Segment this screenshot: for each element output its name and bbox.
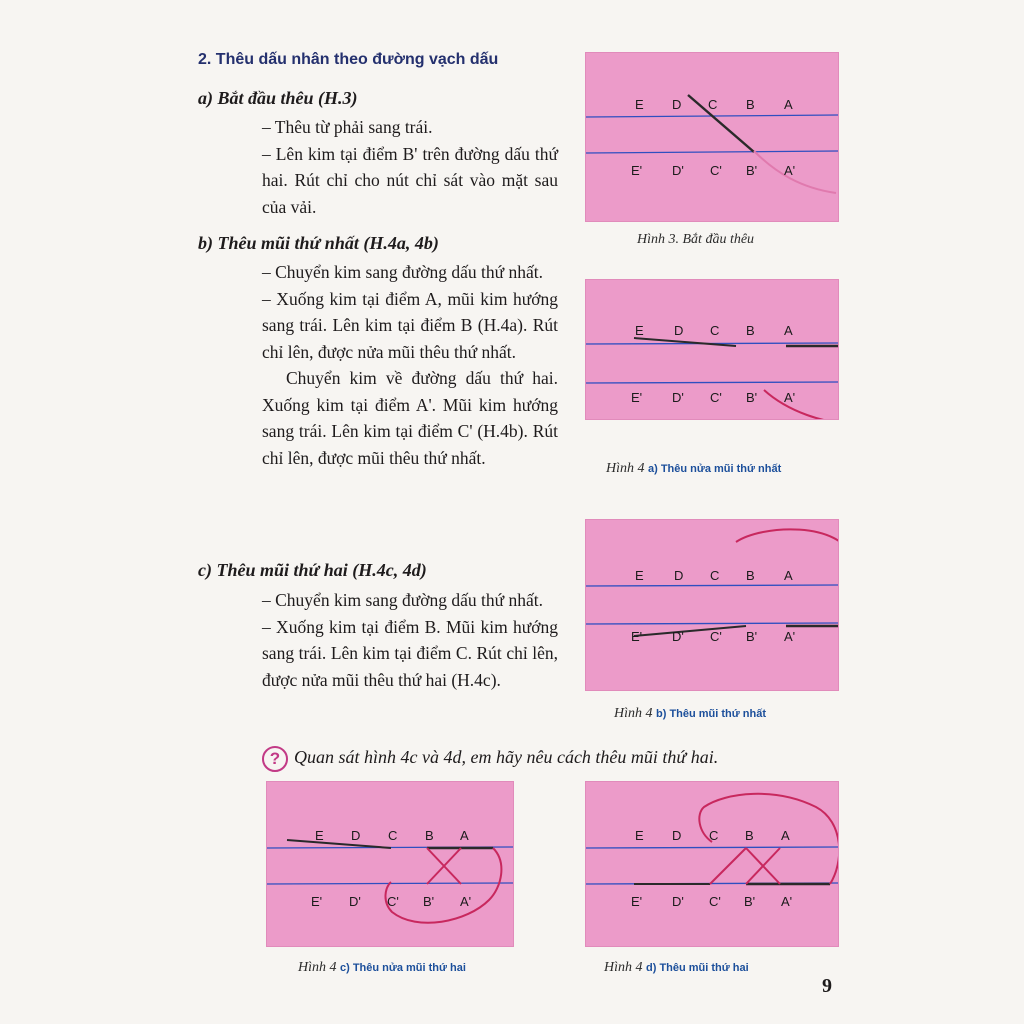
point-A: A: [781, 828, 790, 843]
point-E-prime: E': [631, 390, 643, 405]
point-B-prime: B': [746, 163, 758, 178]
question-text: Quan sát hình 4c và 4d, em hãy nêu cách thêu mũi thứ hai.: [294, 747, 719, 768]
point-A-prime: A': [460, 894, 472, 909]
figure-h4c-caption-label: c) Thêu nửa mũi thứ hai: [340, 962, 466, 974]
part-a-text: [262, 114, 558, 220]
point-C-prime: C': [710, 390, 722, 405]
thread-back: [287, 840, 391, 848]
point-A: A: [784, 323, 793, 338]
figure-h4a-caption-label: a) Thêu nửa mũi thứ nhất: [648, 463, 782, 475]
part-b-line-2: – Xuống kim tại điểm A, mũi kim hướng sang trái. Lên kim tại điểm B (H.4a). Rút chỉ lên, được nửa mũi thêu thứ nhất.: [262, 288, 558, 362]
section-heading: 2. Thêu dấu nhân theo đường vạch dấu: [198, 51, 499, 68]
point-C: C: [710, 323, 720, 338]
figure-h4a-drawing: [586, 280, 838, 419]
point-C-prime: C': [710, 163, 722, 178]
part-b-line-1: – Chuyển kim sang đường dấu thứ nhất.: [262, 262, 543, 282]
figure-h4b-drawing: [586, 520, 838, 690]
point-B-prime: B': [746, 629, 758, 644]
point-E: E: [635, 568, 644, 583]
point-B: B: [425, 828, 434, 843]
point-B: B: [746, 568, 755, 583]
point-C-prime: C': [710, 629, 722, 644]
point-D: D: [674, 568, 684, 583]
figure-h4a: [585, 279, 839, 420]
point-E: E: [635, 828, 644, 843]
point-A: A: [784, 97, 793, 112]
figure-h4c-caption-lead: Hình 4: [298, 960, 337, 975]
figure-h3-caption: [637, 232, 754, 248]
part-a-line-1: – Thêu từ phải sang trái.: [262, 117, 433, 137]
point-B: B: [746, 97, 755, 112]
point-A-prime: A': [784, 163, 796, 178]
point-D-prime: D': [672, 894, 684, 909]
figure-h4b-caption: [614, 706, 766, 722]
part-a-title: a) Bắt đầu thêu (H.3): [198, 88, 358, 108]
part-b-title: b) Thêu mũi thứ nhất (H.4a, 4b): [198, 233, 439, 253]
point-E-prime: E': [311, 894, 323, 909]
point-D-prime: D': [349, 894, 361, 909]
point-D-prime: D': [672, 163, 684, 178]
figure-h4b: [585, 519, 839, 691]
point-A: A: [460, 828, 469, 843]
figure-h4a-caption: [606, 461, 781, 477]
point-C: C: [708, 97, 718, 112]
page-number: 9: [822, 975, 832, 997]
thread: [385, 848, 501, 923]
point-B-prime: B': [746, 390, 758, 405]
point-C-prime: C': [387, 894, 399, 909]
figure-h4b-caption-lead: Hình 4: [614, 706, 653, 721]
point-E: E: [315, 828, 324, 843]
point-D: D: [672, 828, 682, 843]
figure-h4d-drawing: [586, 782, 838, 946]
point-E-prime: E': [631, 163, 643, 178]
figure-h4c-drawing: [267, 782, 513, 946]
figure-h4d-caption: [604, 960, 749, 976]
point-E: E: [635, 323, 644, 338]
part-a-line-2: – Lên kim tại điểm B' trên đường dấu thứ hai. Rút chỉ cho nút chỉ sát vào mặt sau của vải.: [262, 143, 558, 217]
part-b-line-3: Chuyển kim về đường dấu thứ hai. Xuống kim tại điểm A'. Mũi kim hướng sang trái. Lên kim tại điểm C' (H.4b). Rút chỉ lên, được mũi thêu thứ nhất.: [262, 368, 558, 468]
thread-back: [634, 626, 746, 636]
part-b-text: [262, 259, 558, 471]
point-C: C: [709, 828, 719, 843]
figure-h4c-caption: [298, 960, 466, 976]
point-C: C: [388, 828, 398, 843]
figure-h4a-caption-lead: Hình 4: [606, 461, 645, 476]
point-D: D: [351, 828, 361, 843]
point-B: B: [746, 323, 755, 338]
point-A-prime: A': [781, 894, 793, 909]
part-c-line-2: – Xuống kim tại điểm B. Mũi kim hướng sang trái. Lên kim tại điểm C. Rút chỉ lên, được nửa mũi thêu thứ hai (H.4c).: [262, 616, 558, 690]
point-D: D: [674, 323, 684, 338]
point-B: B: [745, 828, 754, 843]
question-prompt: [262, 746, 822, 772]
thread-back: [634, 338, 736, 346]
figure-h3: [585, 52, 839, 222]
figure-h4d: [585, 781, 839, 947]
part-c-title: c) Thêu mũi thứ hai (H.4c, 4d): [198, 560, 427, 580]
figure-h3-caption-text: Hình 3. Bắt đầu thêu: [637, 232, 755, 247]
figure-h4d-caption-lead: Hình 4: [604, 960, 643, 975]
point-C-prime: C': [709, 894, 721, 909]
needle: [688, 95, 754, 152]
figure-h3-drawing: [586, 53, 838, 221]
point-D-prime: D': [672, 390, 684, 405]
part-c-line-1: – Chuyển kim sang đường dấu thứ nhất.: [262, 590, 543, 610]
point-E-prime: E': [631, 629, 643, 644]
thread: [699, 794, 838, 884]
figure-h4d-caption-label: d) Thêu mũi thứ hai: [646, 962, 749, 974]
figure-h4b-caption-label: b) Thêu mũi thứ nhất: [656, 708, 767, 720]
part-c-text: [262, 587, 558, 693]
point-A: A: [784, 568, 793, 583]
point-B-prime: B': [744, 894, 756, 909]
point-C: C: [710, 568, 720, 583]
figure-h4c: [266, 781, 514, 947]
point-D: D: [672, 97, 682, 112]
point-E: E: [635, 97, 644, 112]
point-E-prime: E': [631, 894, 643, 909]
point-A-prime: A': [784, 390, 796, 405]
question-circle-icon: ?: [262, 746, 288, 772]
point-B-prime: B': [423, 894, 435, 909]
point-A-prime: A': [784, 629, 796, 644]
point-D-prime: D': [672, 629, 684, 644]
